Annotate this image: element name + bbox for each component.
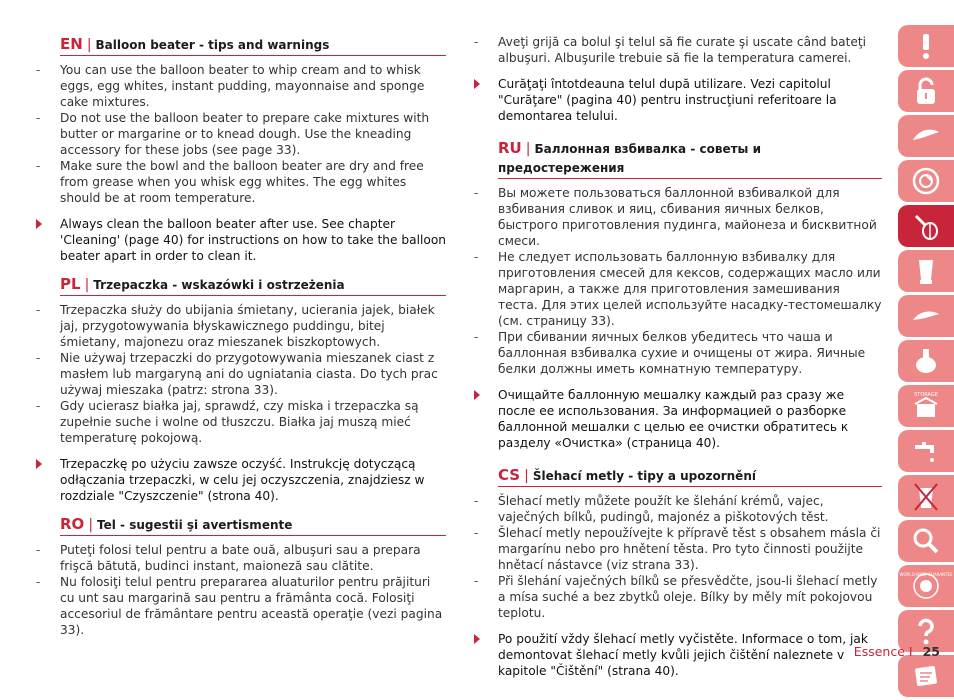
left-column: [34, 34, 446, 648]
arrow-marker-icon: [474, 634, 480, 644]
svg-text:WORLD-WIDE GUARANTEE: WORLD-WIDE GUARANTEE: [899, 572, 953, 577]
tab-recipes[interactable]: [898, 655, 954, 697]
citrus-blade-icon: [910, 300, 942, 332]
section-heading: EN | Balloon beater - tips and warnings: [60, 34, 446, 56]
magnifier-icon: [910, 525, 942, 557]
tab-lock[interactable]: [898, 70, 954, 112]
tab-blender-blade[interactable]: [898, 115, 954, 157]
tip-item: - Při šlehání vaječných bílků se přesvědčte, jsou-li šlehací metly a mísa suché a bez zbytků oleje. Bílky by měly mít pokojovou teplotu.: [472, 573, 882, 621]
tip-item: - При сбивании яичных белков убедитесь что чаша и баллонная взбивалка сухие и очищены от жира. Яичные белки должны иметь комнатную температуру.: [472, 329, 882, 377]
tip-list: [34, 542, 446, 638]
section-title: Tel - sugestii şi avertismente: [97, 518, 293, 532]
tab-safety[interactable]: [898, 25, 954, 67]
section-pl: [34, 274, 446, 504]
section-title: Balloon beater - tips and warnings: [95, 38, 330, 52]
brand-name: Essence: [853, 644, 905, 659]
tip-item: - Make sure the bowl and the balloon beater are dry and free from grease when you whisk egg whites. The egg whites should be at room temperature.: [34, 158, 446, 206]
section-heading: CS | Šlehací metly - tipy a upozornění: [498, 465, 882, 487]
tab-juicer[interactable]: [898, 340, 954, 382]
section-heading: PL | Trzepaczka - wskazówki i ostrzeżenia: [60, 274, 446, 296]
tip-item: - Nie używaj trzepaczki do przygotowywania mieszanek ciast z masłem lub margaryną ani do ugniatania ciasta. Do tych prac używaj mieszaka (patrz: strona 33).: [34, 350, 446, 398]
tip-item: - Puteţi folosi telul pentru a bate ouă, albuşuri sau a prepara frişcă bătută, budinci instant, maioneză sau clătite.: [34, 542, 446, 574]
right-column: [472, 34, 882, 689]
tip-item: - Do not use the balloon beater to prepare cake mixtures with butter or margarine or to knead dough. Use the kneading accessory for these jobs (see page 33).: [34, 110, 446, 158]
language-code: EN: [60, 35, 83, 53]
cleaning-note: Очищайте баллонную мешалку каждый раз сразу же после ее использования. За информацией о разборке баллонной мешалки с целью ее очистки обратитесь к разделу «Очистка» (страница 40).: [472, 387, 882, 451]
language-code: RU: [498, 139, 522, 157]
tip-item: - Gdy ucierasz białka jaj, sprawdź, czy miska i trzepaczka są zupełnie suche i wolne od tłuszczu. Białka jaj muszą mieć temperaturę pokojową.: [34, 398, 446, 446]
tip-item: - Šlehací metly nepoužívejte k přípravě těst s obsahem másla či margarínu nebo pro hnětení těsta. Pro tyto činnosti použijte hnětací nástavce (viz strana 33).: [472, 525, 882, 573]
tab-guarantee[interactable]: [898, 565, 954, 607]
tip-item: - Не следует использовать баллонную взбивалку для приготовления смесей для кексов, содержащих масло или маргарин, а также для приготовления замешивания теста. Для этих целей используйте насадку-тестомешалку (см. страницу 33).: [472, 249, 882, 329]
language-code: RO: [60, 515, 85, 533]
tab-whisk[interactable]: [898, 205, 954, 247]
tab-cleaning[interactable]: [898, 430, 954, 472]
section-title: Баллонная взбивалка - советы и предостережения: [498, 142, 761, 175]
footer-separator: I: [908, 644, 913, 659]
page-footer: [854, 644, 940, 659]
tab-storage[interactable]: [898, 385, 954, 427]
section-title: Šlehací metly - tipy a upozornění: [532, 469, 756, 483]
tip-list: [472, 34, 882, 66]
arrow-marker-icon: [36, 219, 42, 229]
juicer-icon: [910, 345, 942, 377]
tip-item: - Nu folosiţi telul pentru prepararea aluaturilor pentru prăjituri cu unt sau margarină sau pentru a frământa cocă. Folosiţi accesoriul de frământare pentru această operaţie (vezi pagina 33).: [34, 574, 446, 638]
tip-list: [34, 62, 446, 206]
storage-icon: [910, 390, 942, 422]
section-ro: [34, 514, 446, 638]
section-heading: RU | Баллонная взбивалка - советы и предостережения: [498, 138, 882, 179]
food-processor-icon: [910, 165, 942, 197]
tip-item: - Aveţi grijă ca bolul şi telul să fie curate şi uscate când bateţi albuşuri. Albuşurile trebuie să fie la temperatura camerei.: [472, 34, 882, 66]
blender-jug-icon: [910, 255, 942, 287]
tip-list: [34, 302, 446, 446]
tip-item: - Вы можете пользоваться баллонной взбивалкой для взбивания сливок и яиц, сбивания яичных белков, быстрого приготовления пудинга, майонеза и бисквитной смеси.: [472, 185, 882, 249]
tab-troubleshooting[interactable]: [898, 520, 954, 562]
recipe-icon: [910, 660, 942, 692]
question-icon: [910, 615, 942, 647]
tap-icon: [910, 435, 942, 467]
exclamation-icon: [910, 30, 942, 62]
cleaning-note: Trzepaczkę po użyciu zawsze oczyść. Instrukcję dotyczącą odłączania trzepaczki, w celu jej oczyszczenia, znajdziesz w rozdziale "Czyszczenie" (strona 40).: [34, 456, 446, 504]
arrow-marker-icon: [474, 79, 480, 89]
section-ru: [472, 138, 882, 451]
tip-list: [472, 185, 882, 377]
section-cs: [472, 465, 882, 679]
cleaning-note: Po použití vždy šlehací metly vyčistěte. Informace o tom, jak demontovat šlehací metly kvůli jejich čištění naleznete v kapitole "Čištění" (strana 40).: [472, 631, 882, 679]
cleaning-note: Curăţaţi întotdeauna telul după utilizare. Vezi capitolul "Curăţare" (pagina 40) pentru instrucţiuni referitoare la demontarea telului.: [472, 76, 882, 124]
tab-citrus-blade[interactable]: [898, 295, 954, 337]
page-number: 25: [922, 644, 940, 659]
svg-text:STORAGE: STORAGE: [914, 392, 938, 398]
tab-food-processor[interactable]: [898, 160, 954, 202]
tip-list: [472, 493, 882, 621]
section-ro-continued: [472, 34, 882, 124]
blender-blade-icon: [910, 120, 942, 152]
chapter-tab-bar: [898, 25, 954, 700]
section-en: [34, 34, 446, 264]
cleaning-note: Always clean the balloon beater after use. See chapter 'Cleaning' (page 40) for instructions on how to take the balloon beater apart in order to clean it.: [34, 216, 446, 264]
whisk-icon: [910, 210, 942, 242]
tip-item: - Šlehací metly můžete použít ke šlehání krémů, vajec, vaječných bílků, pudingů, majonéz a piškotových těst.: [472, 493, 882, 525]
section-title: Trzepaczka - wskazówki i ostrzeżenia: [93, 278, 345, 292]
guarantee-icon: [899, 570, 953, 602]
language-code: CS: [498, 466, 521, 484]
tip-item: - Trzepaczka służy do ubijania śmietany, ucierania jajek, białek jaj, przygotowywania błyskawicznego puddingu, bitej śmietany, majonezu oraz mieszanek biszkoptowych.: [34, 302, 446, 350]
disposal-icon: [910, 480, 942, 512]
language-code: PL: [60, 275, 81, 293]
arrow-marker-icon: [36, 459, 42, 469]
tip-item: - You can use the balloon beater to whip cream and to whisk eggs, egg whites, instant pudding, mayonnaise and sponge cake mixtures.: [34, 62, 446, 110]
tab-environment[interactable]: [898, 475, 954, 517]
arrow-marker-icon: [474, 390, 480, 400]
tab-blender-jug[interactable]: [898, 250, 954, 292]
section-heading: RO | Tel - sugestii şi avertismente: [60, 514, 446, 536]
lock-icon: [910, 75, 942, 107]
